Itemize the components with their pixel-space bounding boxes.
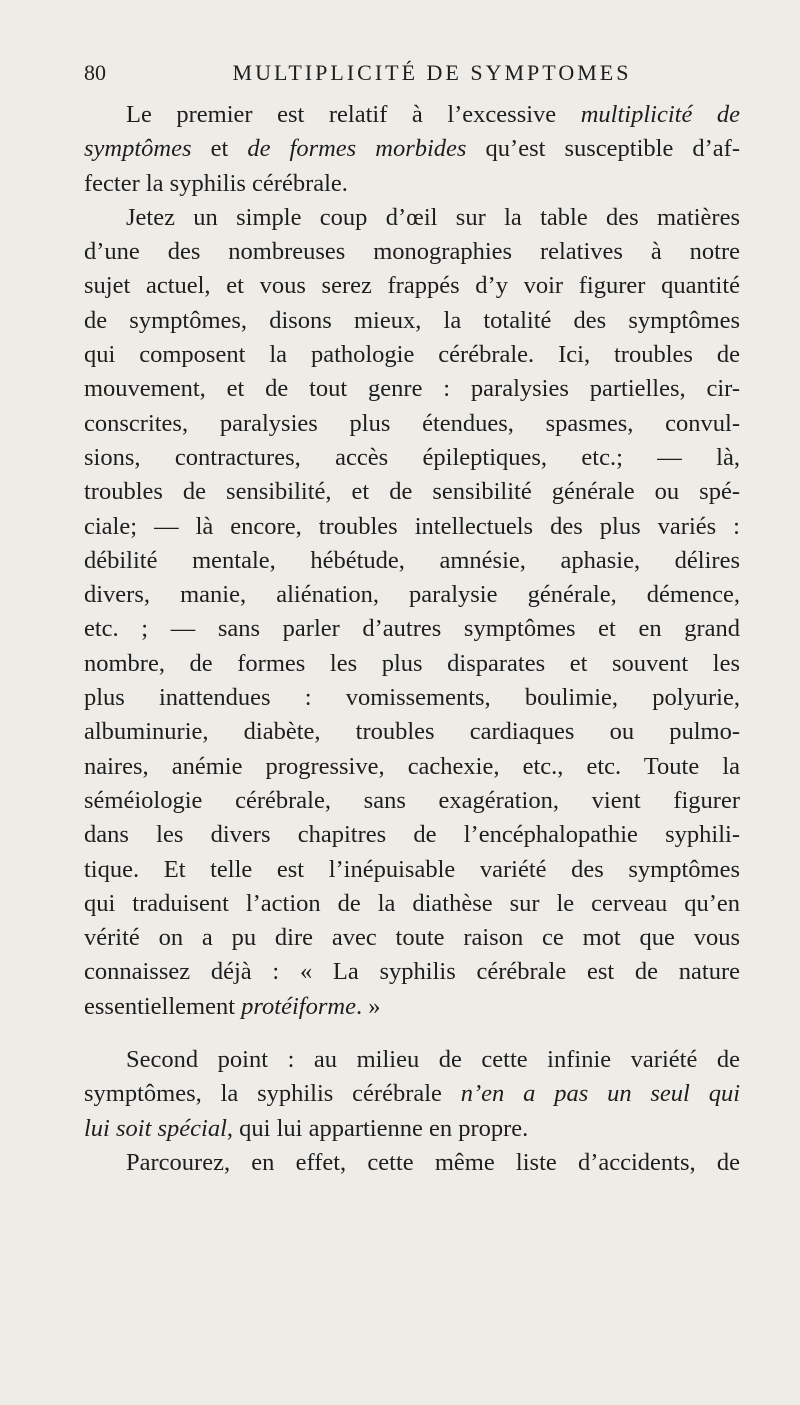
text-segment: de symptômes, disons mieux, la totalité des symptômes — [84, 306, 740, 334]
text-segment: naires, anémie progressive, cachexie, etc., etc. Toute la — [84, 752, 740, 780]
text-segment: Jetez un simple coup d’œil sur la table des matières — [126, 203, 740, 231]
text-segment: Second point : au milieu de cette infinie variété de — [126, 1046, 740, 1074]
italic-text: symptômes — [84, 135, 192, 163]
text-line — [84, 372, 740, 406]
text-segment: débilité mentale, hébétude, amnésie, aphasie, délires — [84, 546, 740, 574]
text-segment: et — [191, 135, 248, 163]
text-line — [84, 750, 740, 784]
text-segment: qui traduisent l’action de la diathèse sur le cerveau qu’en — [84, 889, 740, 917]
paragraph — [84, 201, 740, 1024]
text-line — [84, 304, 740, 338]
text-segment: sujet actuel, et vous serez frappés d’y voir figurer quantité — [84, 272, 740, 300]
text-line — [84, 441, 740, 475]
text-segment: , qui lui appartienne en propre. — [226, 1114, 529, 1142]
text-line — [84, 1112, 740, 1146]
running-title: MULTIPLICITÉ DE SYMPTOMES — [232, 60, 632, 85]
text-line — [84, 269, 740, 303]
italic-text: lui soit spécial — [84, 1114, 227, 1142]
paragraph — [84, 98, 740, 201]
text-segment: Le premier est relatif à l’excessive — [126, 101, 581, 128]
text-segment: essentiellement — [84, 992, 242, 1020]
text-line — [84, 407, 740, 441]
text-segment: dans les divers chapitres de l’encéphalopathie syphili- — [84, 821, 740, 849]
paragraph-gap — [84, 1024, 740, 1043]
text-segment: divers, manie, aliénation, paralysie générale, démence, — [84, 581, 740, 609]
text-segment: mouvement, et de tout genre : paralysies partielles, cir- — [84, 375, 740, 403]
text-line — [84, 990, 740, 1024]
text-segment: séméiologie cérébrale, sans exagération, vient figurer — [84, 786, 740, 814]
text-segment: nombre, de formes les plus disparates et souvent les — [84, 649, 740, 677]
italic-text: multiplicité de — [580, 101, 740, 128]
text-line — [84, 681, 740, 715]
text-line — [84, 132, 740, 166]
text-segment: vérité on a pu dire avec toute raison ce mot que vous — [84, 924, 740, 952]
text-segment: Parcourez, en effet, cette même liste d’accidents, de — [126, 1148, 740, 1176]
italic-text: de formes morbides — [247, 135, 467, 163]
text-line — [84, 544, 740, 578]
text-segment: d’une des nombreuses monographies relatives à notre — [84, 238, 740, 266]
text-segment: albuminurie, diabète, troubles cardiaques ou pulmo- — [84, 718, 740, 746]
body-text — [84, 98, 740, 1180]
italic-text: protéiforme — [241, 992, 356, 1020]
text-segment: connaissez déjà : « La syphilis cérébrale est de nature — [84, 958, 740, 986]
text-line — [84, 921, 740, 955]
text-segment: conscrites, paralysies plus étendues, spasmes, convul- — [84, 409, 740, 437]
text-line — [84, 1077, 740, 1111]
text-segment: qu’est susceptible d’af- — [466, 135, 740, 163]
text-segment: tique. Et telle est l’inépuisable variété des symptômes — [84, 855, 740, 883]
text-line — [84, 818, 740, 852]
text-segment: troubles de sensibilité, et de sensibilité générale ou spé- — [84, 478, 740, 506]
text-line — [84, 338, 740, 372]
text-line — [84, 853, 740, 887]
text-line — [84, 201, 740, 235]
text-line — [84, 1146, 740, 1180]
page-number: 80 — [84, 60, 106, 85]
text-segment: qui composent la pathologie cérébrale. Ici, troubles de — [84, 341, 740, 369]
text-line — [84, 235, 740, 269]
text-line — [84, 167, 740, 201]
page-header — [84, 60, 740, 90]
text-segment: sions, contractures, accès épileptiques, etc.; — là, — [84, 443, 740, 471]
text-line — [84, 510, 740, 544]
italic-text: n’en a pas un seul qui — [460, 1080, 741, 1108]
text-line — [84, 1043, 740, 1077]
text-line — [84, 98, 740, 132]
paragraph — [84, 1043, 740, 1146]
text-segment: fecter la syphilis cérébrale. — [84, 169, 348, 197]
text-segment: plus inattendues : vomissements, boulimie, polyurie, — [84, 684, 740, 712]
text-line — [84, 612, 740, 646]
text-line — [84, 475, 740, 509]
text-line — [84, 955, 740, 989]
text-line — [84, 578, 740, 612]
text-segment: . » — [355, 992, 381, 1020]
text-line — [84, 887, 740, 921]
text-segment: etc. ; — sans parler d’autres symptômes et en grand — [84, 615, 740, 643]
text-line — [84, 647, 740, 681]
text-segment: ciale; — là encore, troubles intellectuels des plus variés : — [84, 512, 740, 540]
text-line — [84, 784, 740, 818]
text-segment: symptômes, la syphilis cérébrale — [84, 1080, 461, 1108]
paragraph — [84, 1146, 740, 1180]
text-line — [84, 715, 740, 749]
